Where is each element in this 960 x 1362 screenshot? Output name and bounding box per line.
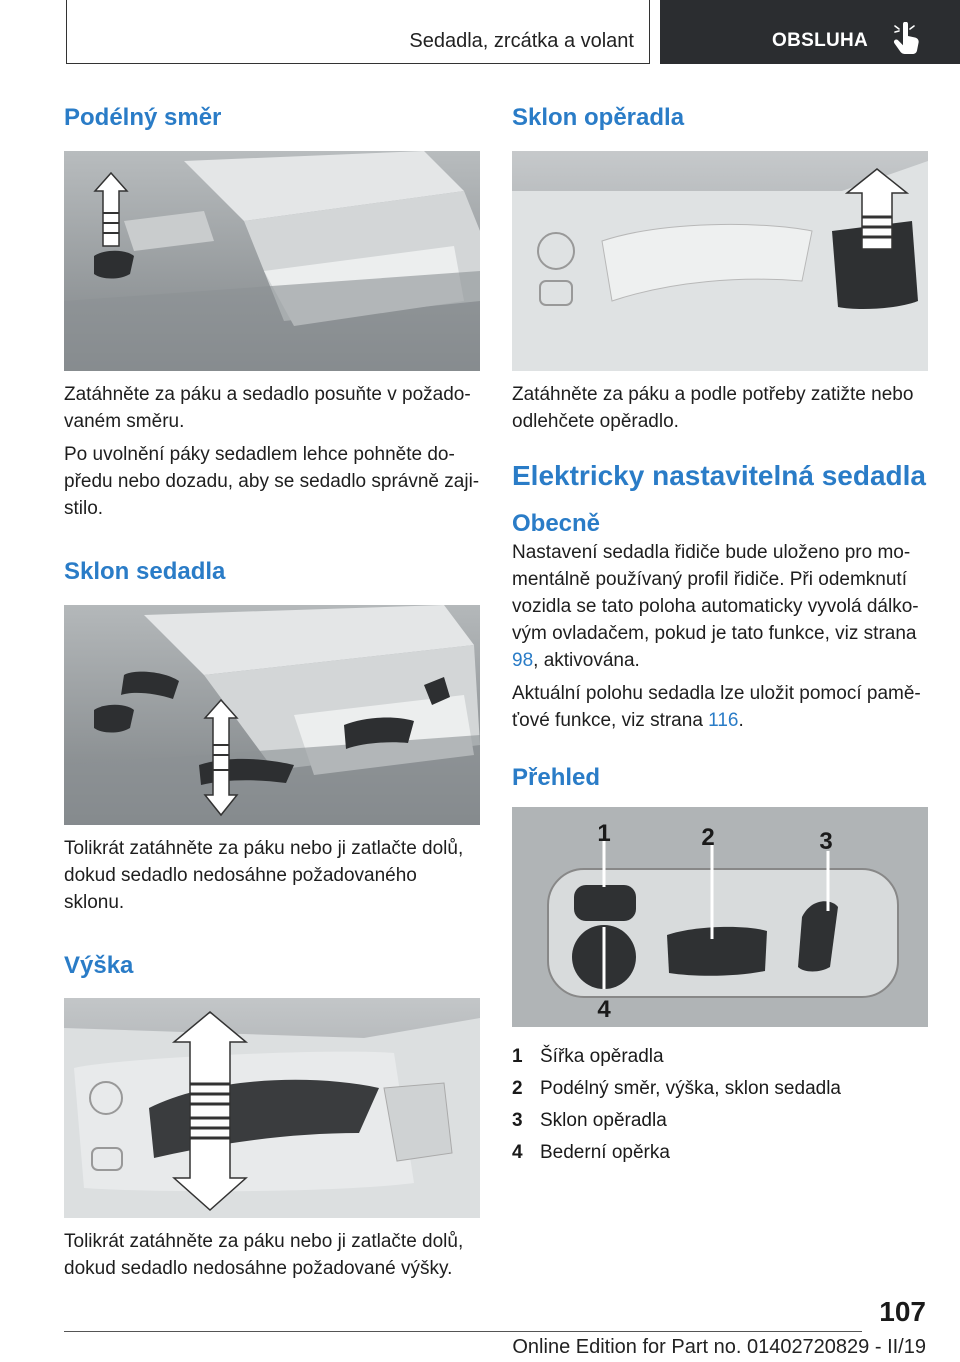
callout-4: 4 (597, 995, 611, 1023)
callout-1: 1 (597, 819, 611, 847)
list-item: 3 Sklon opěradla (512, 1109, 667, 1131)
seat-tilt-illustration (64, 605, 480, 825)
list-item: 2 Podélný směr, výška, sklon sedadla (512, 1077, 841, 1099)
page-link-116[interactable]: 116 (708, 710, 739, 732)
seat-longitudinal-illustration (64, 151, 480, 371)
longitudinal-text-2: Po uvolnění páky sedadlem lehce pohněte do-předu nebo dozadu, aby se sedadlo správně zaji-stilo. (64, 443, 480, 519)
backrest-illustration (512, 151, 928, 371)
section-title-electric-seats: Elektricky nastavitelná sedadla (512, 459, 926, 491)
callout-2: 2 (701, 823, 715, 851)
header-chapter-title: OBSLUHA (772, 30, 869, 51)
section-title-general: Obecně (512, 510, 601, 538)
section-title-backrest: Sklon opěradla (512, 104, 685, 131)
header-section-title: Sedadla, zrcátka a volant (409, 30, 634, 52)
header-section-tab (66, 0, 650, 64)
page-link-98[interactable]: 98 (512, 650, 534, 672)
seat-controls-illustration (512, 807, 928, 1027)
general-text-1: Nastavení sedadla řidiče bude uloženo pro mo-mentálně používaný profil řidiče. Při odemknutí vozidla se tato poloha automaticky vyvolá dálko-vým ovladačem, pokud je tato funkce, viz strana 98, aktivována. (512, 542, 919, 672)
tilt-text-1: Tolikrát zatáhněte za páku nebo ji zatlačte dolů, dokud sedadlo nedosáhne požadovaného sklonu. (64, 837, 464, 913)
header-chapter-tab (660, 0, 960, 64)
list-item: 4 Bederní opěrka (512, 1141, 670, 1163)
height-text-1: Tolikrát zatáhněte za páku nebo ji zatlačte dolů, dokud sedadlo nedosáhne požadované výšky. (64, 1231, 464, 1280)
general-text-2: Aktuální polohu sedadla lze uložit pomocí pamě-ťové funkce, viz strana 116. (512, 683, 921, 732)
overview-legend-list (512, 1041, 928, 1169)
left-column (64, 100, 480, 1282)
section-title-overview: Přehled (512, 764, 601, 792)
edition-note: Online Edition for Part no. 01402720829 - II/19 (512, 1336, 926, 1358)
right-column (512, 100, 928, 1169)
backrest-text-1: Zatáhněte za páku a podle potřeby zatižte nebo odlehčete opěradlo. (512, 383, 914, 432)
callout-3: 3 (819, 827, 833, 855)
pointing-hand-icon (892, 22, 922, 56)
list-item: 1 Šířka opěradla (512, 1045, 664, 1067)
page-number: 107 (879, 1296, 926, 1327)
longitudinal-text-1: Zatáhněte za páku a sedadlo posuňte v požado-vaném směru. (64, 383, 471, 432)
section-title-longitudinal: Podélný směr (64, 104, 222, 131)
section-title-tilt: Sklon sedadla (64, 557, 226, 585)
footer-divider (64, 1331, 862, 1332)
seat-height-illustration (64, 998, 480, 1218)
section-title-height: Výška (64, 951, 134, 979)
